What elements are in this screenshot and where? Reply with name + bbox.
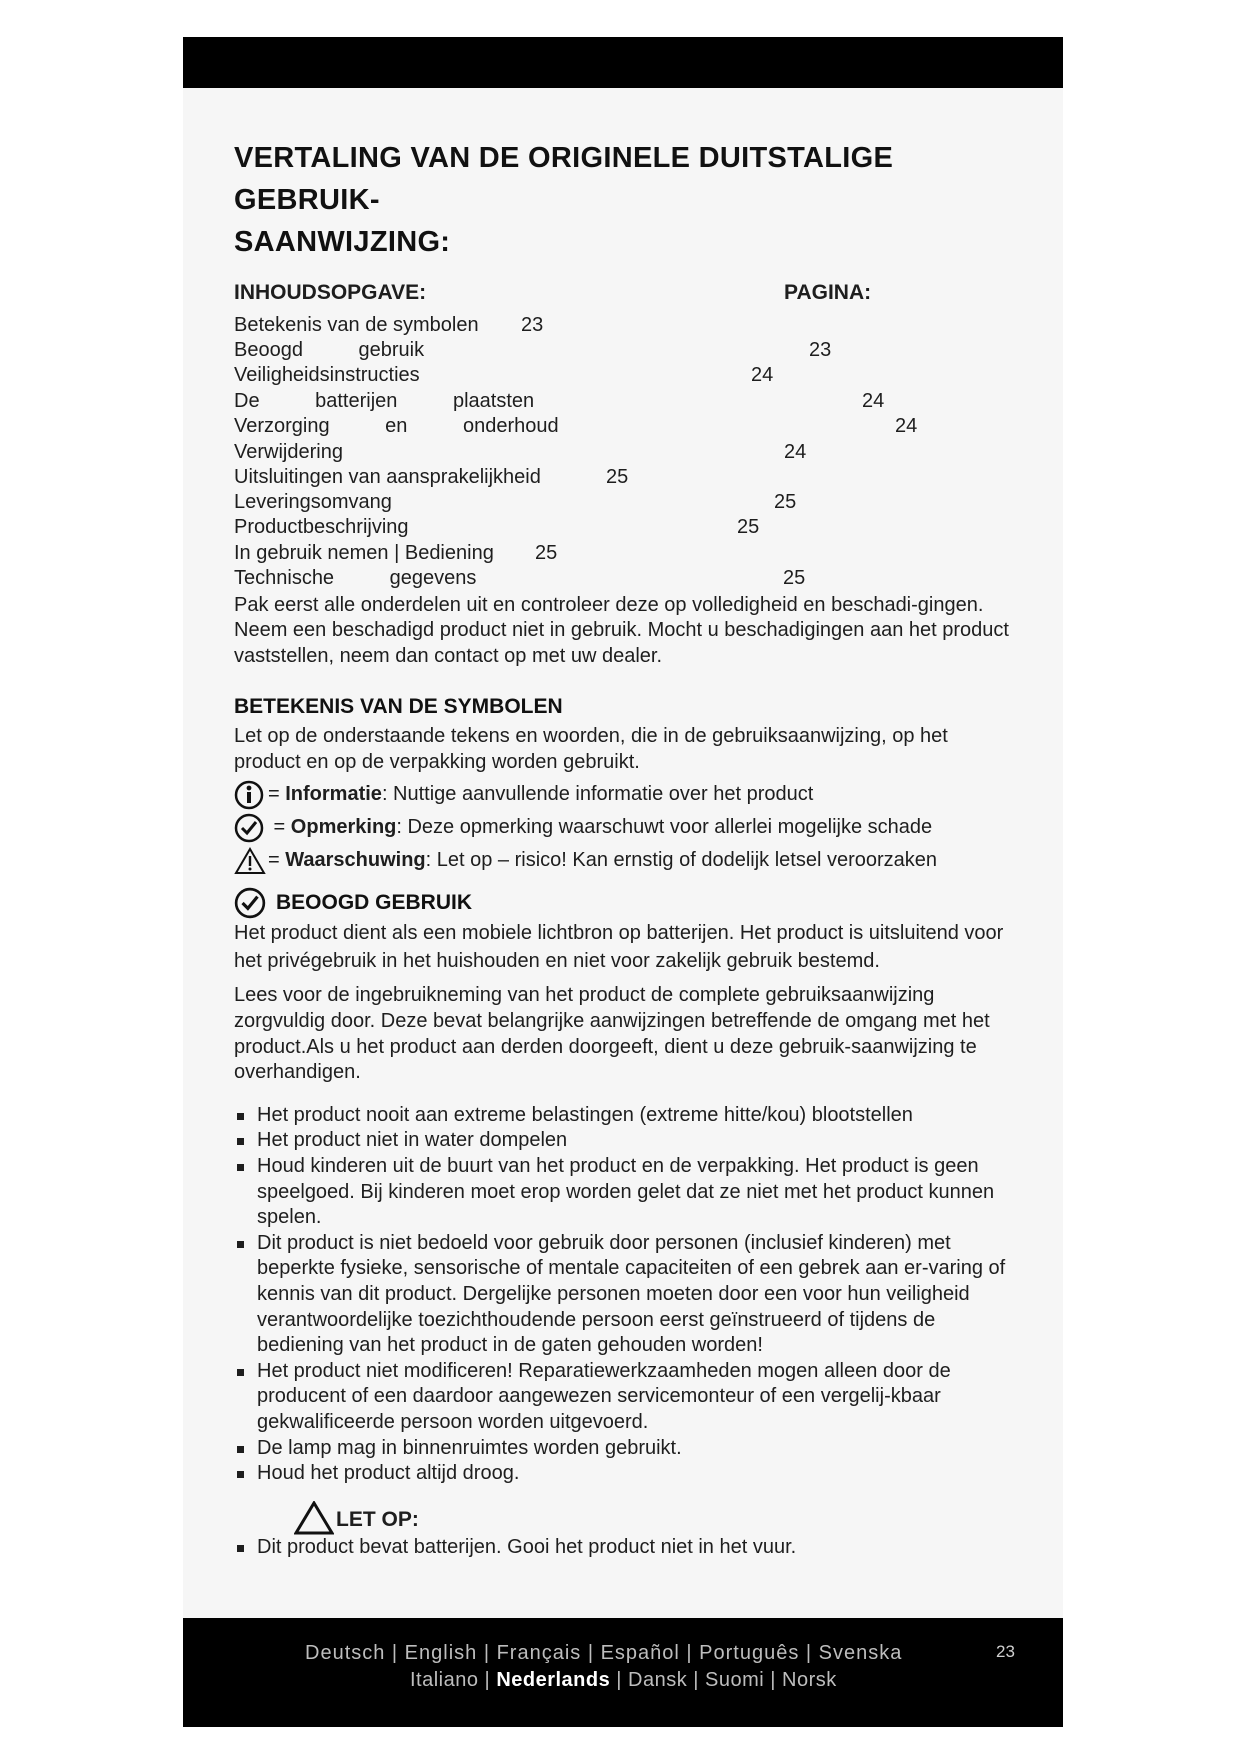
page-title-line2: SAANWIJZING: [234, 226, 451, 258]
toc-row [234, 338, 1014, 363]
top-black-bar [183, 37, 1063, 88]
symbol-prefix: = [268, 849, 286, 872]
toc-row [234, 490, 1014, 515]
list-item: Het product niet modificeren! Reparatiewerkzaamheden mogen alleen door de producent of een daardoor aangewezen servicemonteur of een vergelij-kbaar gekwalificeerde persoon worden uitgevoerd. [234, 1359, 1014, 1436]
caution-triangle-icon [294, 1501, 334, 1535]
toc-row [234, 541, 1014, 566]
toc-page: 24 [895, 415, 918, 438]
symbol-desc: : Let op – risico! Kan ernstig of dodelijk letsel veroorzaken [425, 849, 938, 872]
symbol-warning [234, 844, 1014, 877]
toc-label: De batterijen plaatsten [234, 389, 535, 412]
language-active[interactable]: Nederlands [496, 1669, 611, 1691]
toc-list [234, 313, 1014, 592]
toc-page: 24 [751, 364, 774, 387]
usage-heading: BEOOGD GEBRUIK [276, 891, 473, 915]
toc-label: Technische gegevens [234, 567, 477, 590]
footer-language-bar [183, 1618, 1063, 1727]
document-page [183, 37, 1063, 1727]
symbol-info [234, 778, 1014, 811]
toc-label: Productbeschrijving [234, 516, 409, 539]
toc-label: Leveringsomvang [234, 490, 392, 513]
toc-row [234, 363, 1014, 388]
language-links-line1[interactable]: Deutsch | English | Français | Español | Português | Svenska [305, 1642, 903, 1664]
symbols-heading: BETEKENIS VAN DE SYMBOLEN [234, 695, 563, 719]
toc-label: Uitsluitingen van aansprakelijkheid [234, 465, 541, 488]
toc-label: Betekenis van de symbolen [234, 314, 479, 336]
toc-page: 23 [521, 314, 544, 336]
toc-row [234, 414, 1014, 439]
toc-row [234, 566, 1014, 591]
toc-row [234, 440, 1014, 465]
toc-page: 24 [784, 440, 807, 463]
toc-label: Beoogd gebruik [234, 339, 425, 362]
caution-heading [234, 1499, 1014, 1535]
toc-row [234, 313, 1014, 338]
symbols-intro: Let op de onderstaande tekens en woorden, die in de gebruiksaanwijzing, op het product en op de verpakking worden gebruikt. [234, 725, 948, 773]
toc-row [234, 389, 1014, 414]
intro-paragraph: Pak eerst alle onderdelen uit en controleer deze op volledigheid en beschadi-gingen. Neem een beschadigd product niet in gebruik. Mocht u beschadigingen aan het product vaststellen, neem dan contact op met uw dealer. [234, 593, 1009, 667]
list-item: Het product nooit aan extreme belastingen (extreme hitte/kou) blootstellen [234, 1103, 1014, 1129]
warning-triangle-icon [234, 845, 268, 877]
page-title [234, 137, 1014, 263]
safety-list [234, 1103, 1014, 1487]
usage-heading-row [234, 887, 1014, 919]
page-content [234, 137, 1014, 1560]
toc-label: Verwijdering [234, 440, 343, 463]
list-item: De lamp mag in binnenruimtes worden gebruikt. [234, 1436, 1014, 1462]
symbol-prefix: = [268, 816, 291, 839]
caution-list [234, 1535, 1014, 1561]
list-item: Dit product bevat batterijen. Gooi het product niet in het vuur. [234, 1535, 1014, 1561]
page-title-line1: VERTALING VAN DE ORIGINELE DUITSTALIGE GEBRUIK- [234, 142, 894, 216]
toc-page: 25 [783, 567, 806, 590]
toc-label: In gebruik nemen | Bediening [234, 541, 494, 564]
toc-row [234, 515, 1014, 540]
check-circle-icon [234, 887, 276, 919]
list-item: Houd kinderen uit de buurt van het product en de verpakking. Het product is geen speelgoed. Bij kinderen moet erop worden gelet dat ze niet met het product kunnen spelen. [234, 1154, 1014, 1231]
toc-page: 23 [809, 339, 832, 362]
usage-text-1: Het product dient als een mobiele lichtbron op batterijen. Het product is uitsluitend voor het privégebruik in het huishouden en niet voor zakelijk gebruik bestemd. [234, 922, 1004, 973]
toc-header [234, 281, 1014, 311]
symbol-desc: : Deze opmerking waarschuwt voor allerlei mogelijke schade [396, 816, 933, 839]
symbol-desc: : Nuttige aanvullende informatie over het product [381, 783, 814, 806]
symbol-term: Informatie [285, 783, 382, 806]
symbol-note [234, 811, 1014, 844]
toc-page: 24 [862, 389, 885, 412]
language-link-italiano[interactable]: Italiano | [410, 1669, 497, 1691]
page-number: 23 [996, 1642, 1015, 1661]
language-links-rest[interactable]: | Dansk | Suomi | Norsk [610, 1669, 837, 1691]
list-item: Houd het product altijd droog. [234, 1461, 1014, 1487]
usage-text-2: Lees voor de ingebruikneming van het product de complete gebruiksaanwijzing zorgvuldig door. Deze bevat belangrijke aanwijzingen betreffende de omgang met het product.Als u het product aan derden doorgeeft, dient u deze gebruik-saanwijzing te overhandigen. [234, 984, 990, 1084]
symbol-term: Opmerking [290, 816, 397, 839]
info-icon [234, 779, 268, 811]
caution-label: LET OP: [336, 1507, 419, 1531]
toc-page: 25 [737, 516, 760, 539]
toc-label: Veiligheidsinstructies [234, 364, 420, 387]
symbol-term: Waarschuwing [285, 849, 426, 872]
symbols-list [234, 778, 1014, 877]
toc-label: Verzorging en onderhoud [234, 415, 559, 438]
toc-row [234, 465, 1014, 490]
toc-heading: INHOUDSOPGAVE: [234, 281, 427, 304]
list-item: Dit product is niet bedoeld voor gebruik door personen (inclusief kinderen) met beperkte fysieke, sensorische of mentale capaciteiten of een gebrek aan er-varing of kennis van dit product. Dergelijke personen moeten door een voor hun veiligheid verantwoordelijke toezichthoudende persoon eerst geïnstrueerd of tijdens de bediening van het product in de gaten gehouden worden! [234, 1231, 1014, 1359]
toc-page: 25 [535, 541, 558, 564]
list-item: Het product niet in water dompelen [234, 1128, 1014, 1154]
language-links-line2 [410, 1669, 837, 1692]
symbol-prefix: = [268, 783, 286, 806]
toc-page-heading: PAGINA: [784, 281, 872, 304]
toc-page: 25 [774, 490, 797, 513]
check-circle-icon [234, 812, 268, 844]
toc-page: 25 [606, 465, 629, 488]
